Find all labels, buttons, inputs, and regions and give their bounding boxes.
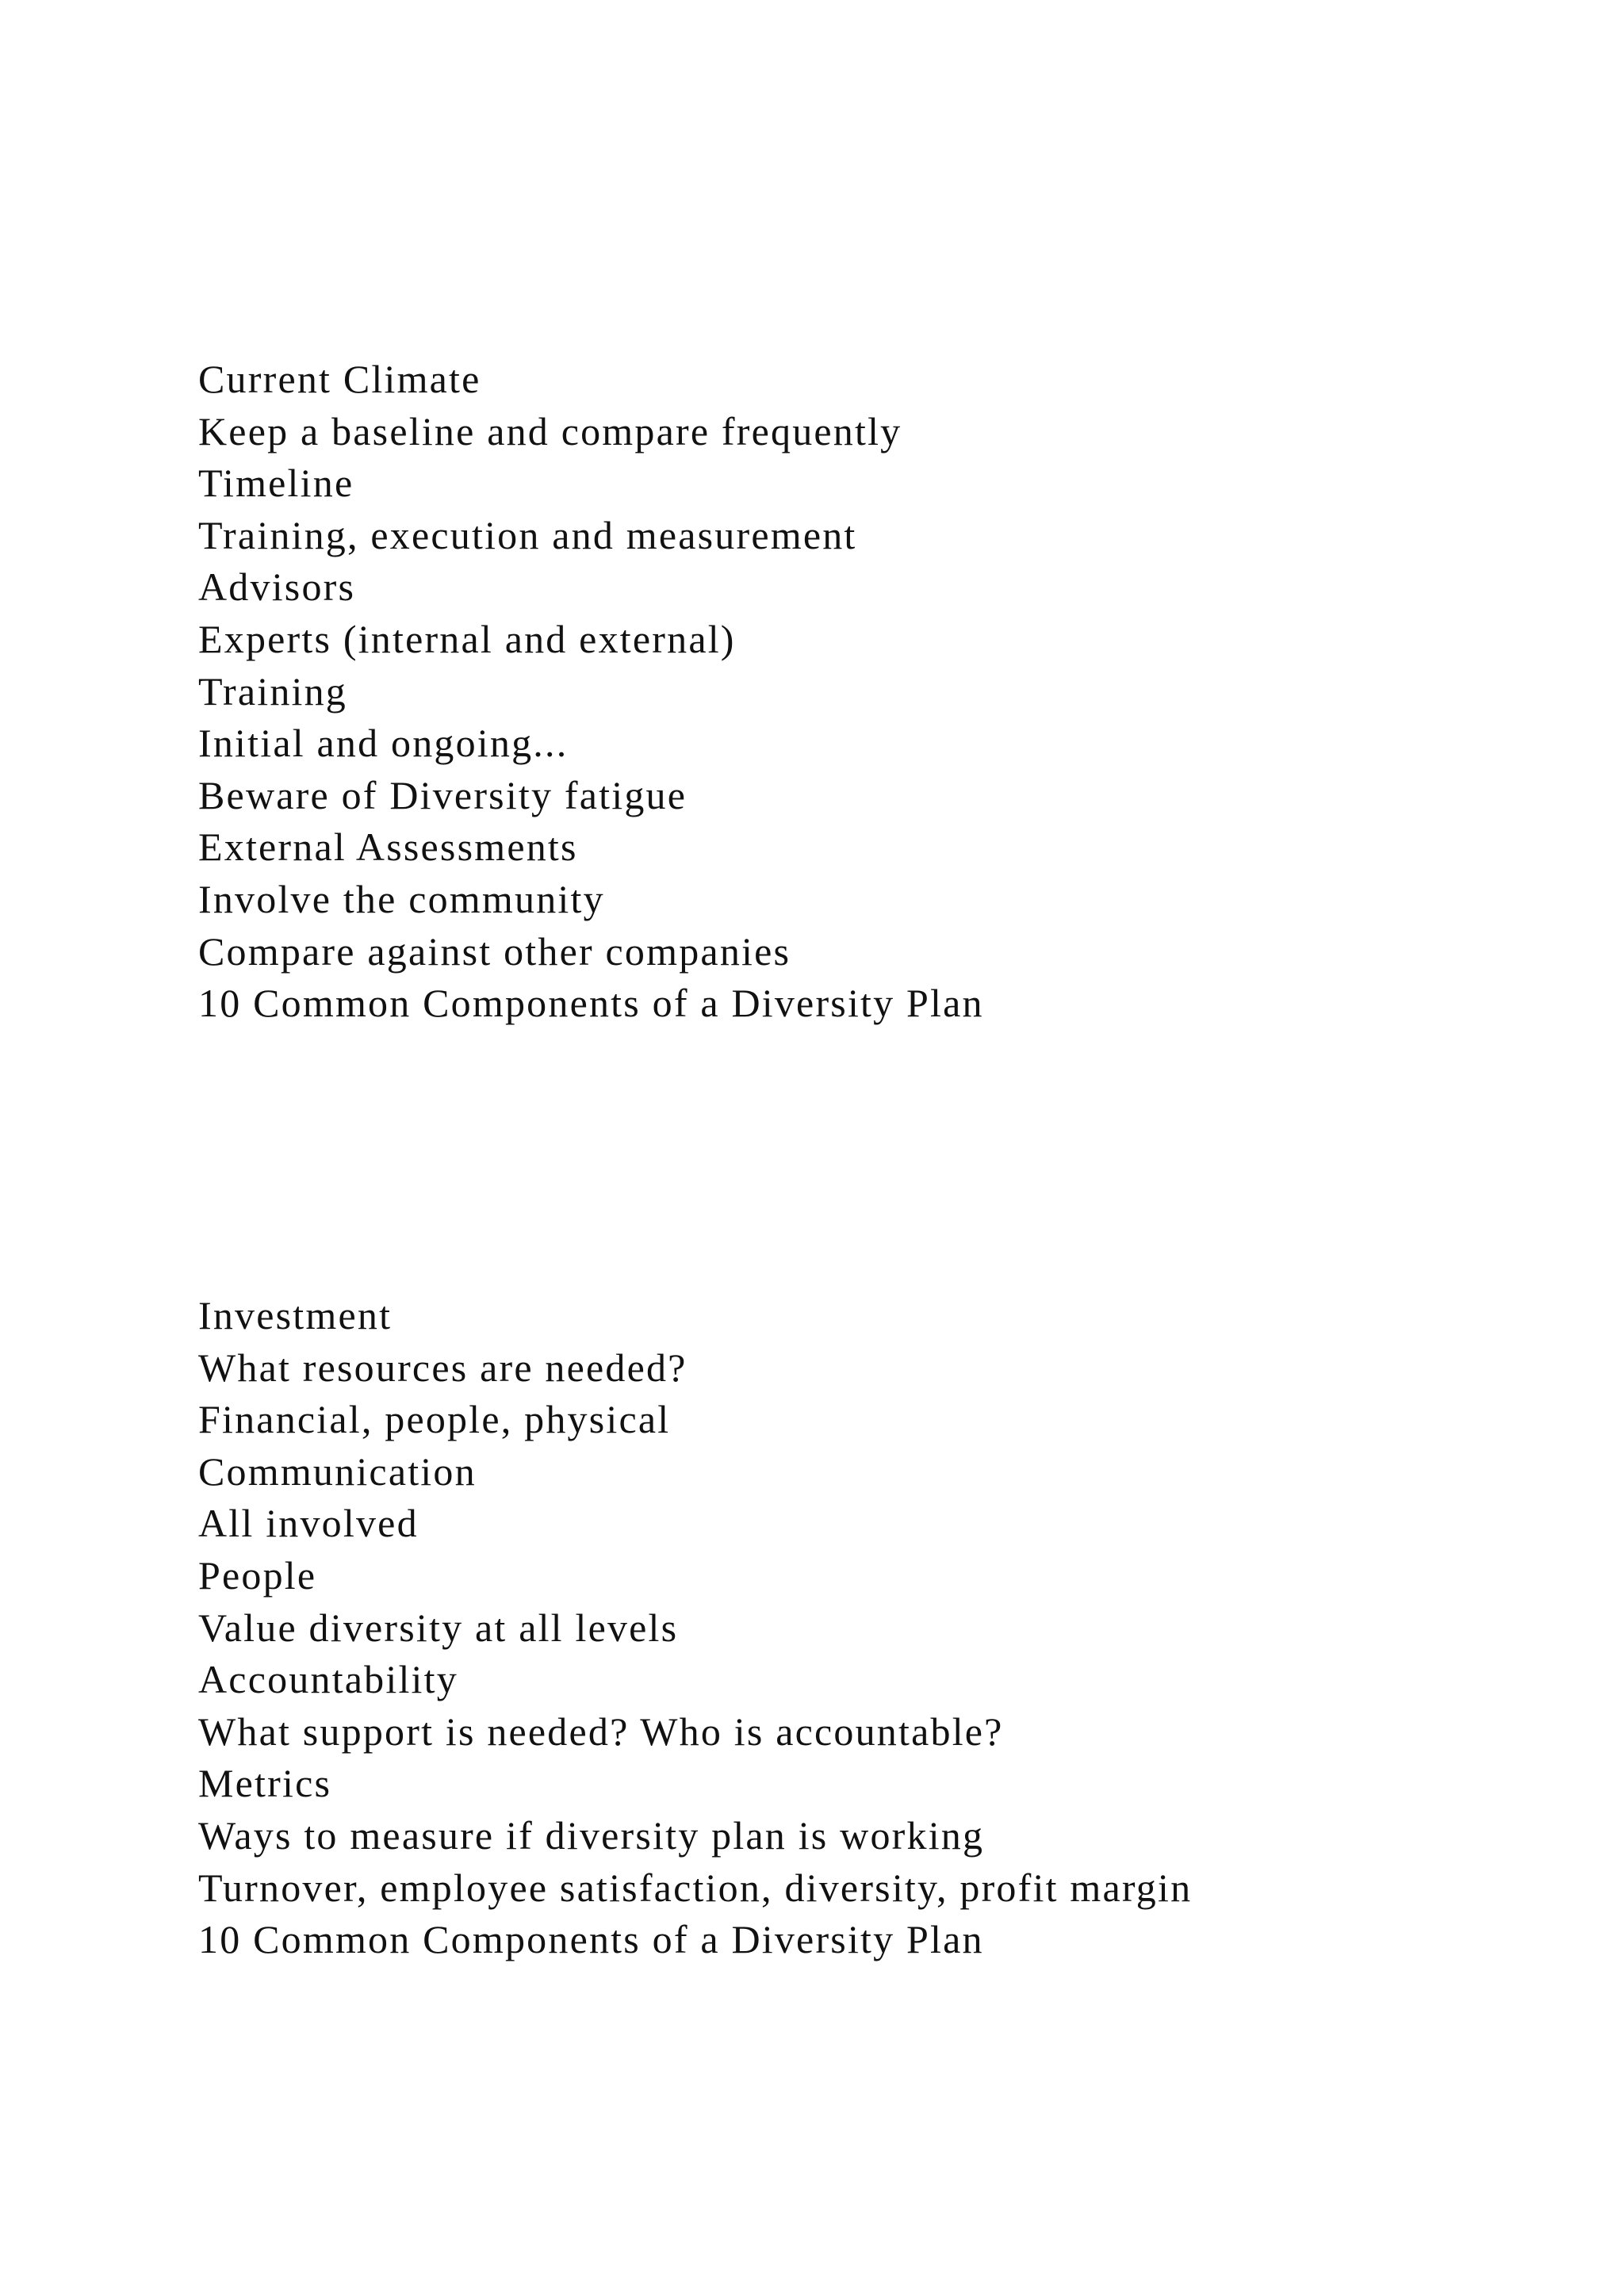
text-line: Keep a baseline and compare frequently [198,408,902,453]
text-line: Involve the community [198,876,605,921]
text-line: Communication [198,1448,477,1494]
text-block-2 [198,1290,1192,1966]
text-line: All involved [198,1501,419,1546]
text-line: Experts (internal and external) [198,616,736,661]
text-line: Initial and ongoing... [198,721,569,766]
text-line: Current Climate [198,357,481,401]
text-line: Beware of Diversity fatigue [198,772,688,817]
text-line: Financial, people, physical [198,1397,671,1442]
text-block-1 [198,354,984,1030]
text-line: What resources are needed? [198,1345,688,1390]
text-line: Training, execution and measurement [198,512,857,557]
section-footer-title: 10 Common Components of a Diversity Plan [198,981,984,1026]
text-line: Value diversity at all levels [198,1605,679,1650]
text-line: Accountability [198,1657,458,1702]
text-line: Metrics [198,1761,332,1806]
text-line: Timeline [198,461,354,506]
text-line: Compare against other companies [198,928,791,974]
text-line: Training [198,668,348,714]
text-line: External Assessments [198,825,578,870]
section-footer-title: 10 Common Components of a Diversity Plan [198,1917,984,1962]
text-line: People [198,1552,317,1598]
text-line: Investment [198,1293,393,1337]
text-line: Advisors [198,564,356,610]
text-line: What support is needed? Who is accountable? [198,1709,1004,1754]
text-line: Turnover, employee satisfaction, diversity, profit margin [198,1865,1193,1910]
text-line: Ways to measure if diversity plan is working [198,1812,985,1858]
